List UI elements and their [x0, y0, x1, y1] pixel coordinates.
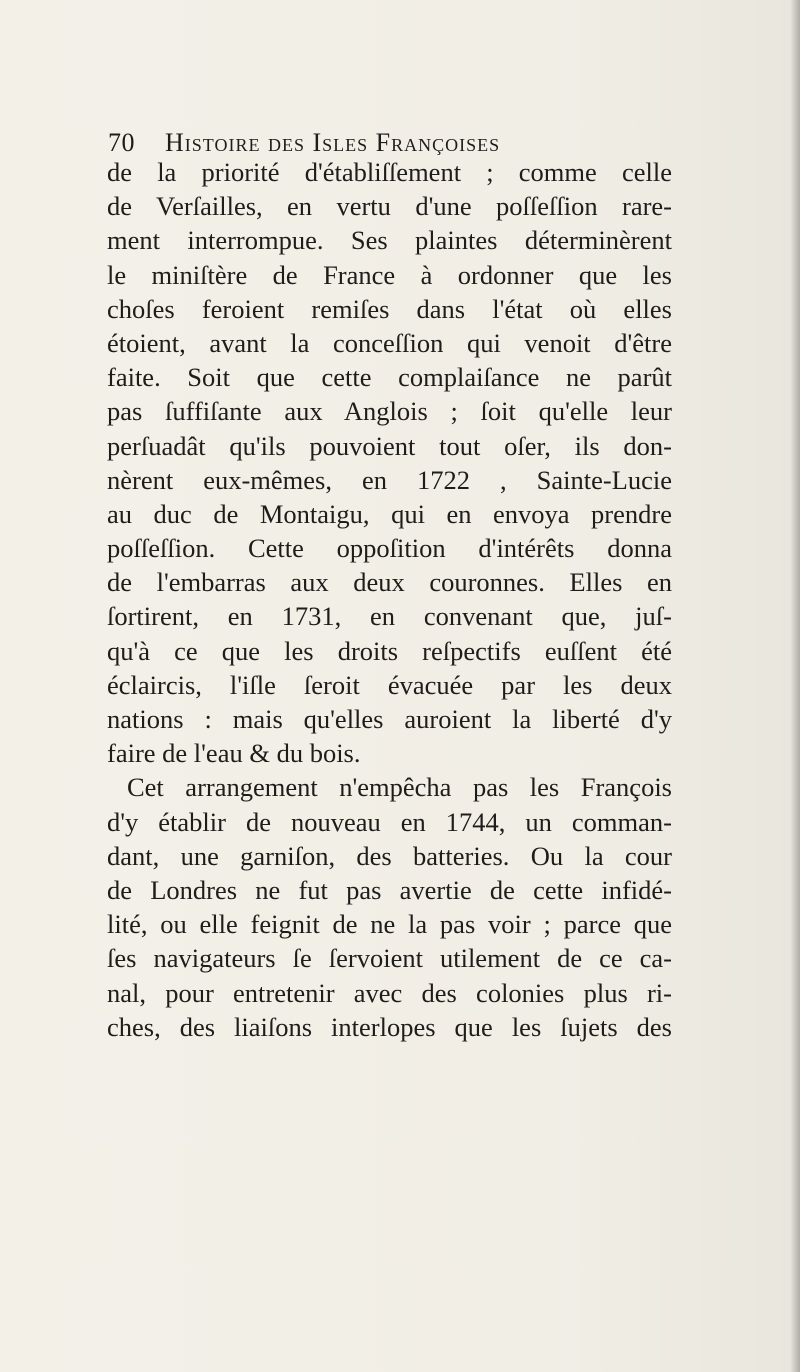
text-line: pas ſuffiſante aux Anglois ; ſoit qu'elle leur — [107, 396, 672, 427]
text-line: ſes navigateurs ſe ſervoient utilement de ce ca- — [107, 943, 672, 974]
body-text — [107, 155, 672, 1044]
text-line: choſes feroient remiſes dans l'état où elles — [107, 293, 672, 324]
text-line: ſortirent, en 1731, en convenant que, juſ- — [107, 601, 672, 632]
text-line: étoient, avant la conceſſion qui venoit d'être — [107, 327, 672, 358]
page-number: 70 — [108, 128, 135, 157]
text-line: ment interrompue. Ses plaintes déterminèrent — [107, 225, 672, 256]
text-line: dant, une garniſon, des batteries. Ou la cour — [107, 840, 672, 871]
text-line: faire de l'eau & du bois. — [107, 738, 361, 769]
text-line: qu'à ce que les droits reſpectifs euſſent été — [107, 635, 672, 666]
text-line: éclaircis, l'iſle ſeroit évacuée par les deux — [107, 669, 672, 700]
text-line: nations : mais qu'elles auroient la liberté d'y — [107, 704, 672, 734]
text-line: de Londres ne fut pas avertie de cette infidé- — [107, 874, 672, 905]
text-line: de Verſailles, en vertu d'une poſſeſſion rare- — [107, 191, 672, 222]
text-line: ches, des liaiſons interlopes que les ſujets des — [107, 1011, 672, 1042]
text-line: faite. Soit que cette complaiſance ne parût — [107, 362, 672, 393]
text-line: perſuadât qu'ils pouvoient tout oſer, ils don- — [107, 430, 672, 461]
text-line: poſſeſſion. Cette oppoſition d'intérêts donna — [107, 533, 672, 564]
text-line: de l'embarras aux deux couronnes. Elles en — [107, 567, 672, 598]
page-edge-shadow — [790, 0, 800, 1372]
text-line: au duc de Montaigu, qui en envoya prendre — [107, 498, 672, 529]
text-line: nèrent eux-mêmes, en 1722 , Sainte-Lucie — [107, 464, 672, 495]
text-line: de la priorité d'établiſſement ; comme celle — [107, 157, 672, 187]
text-line: Cet arrangement n'empêcha pas les François — [127, 772, 672, 803]
text-line: le miniſtère de France à ordonner que les — [107, 259, 672, 290]
running-title: Histoire des Isles Françoises — [165, 128, 501, 157]
text-line: lité, ou elle feignit de ne la pas voir ; parce que — [107, 909, 672, 940]
text-line: d'y établir de nouveau en 1744, un comman- — [107, 806, 672, 837]
text-line: nal, pour entretenir avec des colonies plus ri- — [107, 977, 672, 1008]
